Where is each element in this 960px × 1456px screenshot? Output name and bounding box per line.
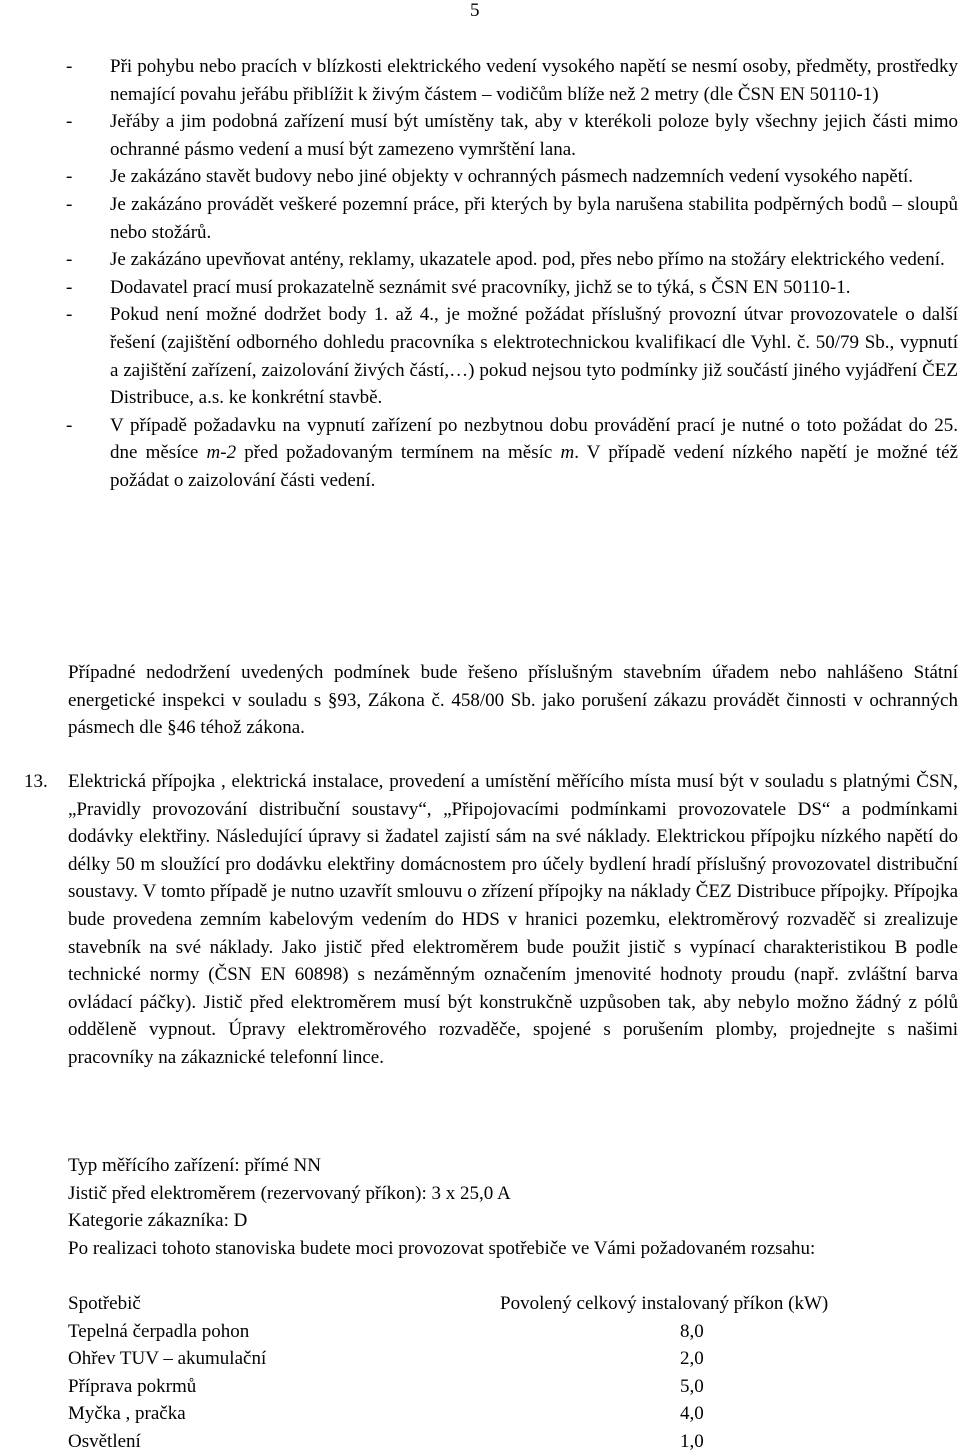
- list-item-text: Pokud není možné dodržet body 1. až 4., je možné požádat příslušný provozní útvar provozovatele o další řešení (zajištění odborného dohledu pracovníka s elektrotechnickou kvalifikací dle Vyhl. č. 50/79 Sb., vypnutí a zajištění zařízení, zaizolování živých částí,…) pokud nejsou tyto podmínky již součástí jiného vyjádření ČEZ Distribuce, a.s. ke konkrétní stavbě.: [110, 304, 958, 409]
- list-item: [66, 191, 958, 246]
- list-item-text: . V případě vedení nízkého napětí je možné též požádat o zaizolování části vedení.: [110, 442, 958, 491]
- list-item-text: Je zakázáno provádět veškeré pozemní práce, při kterých by byla narušena stabilita podpěrných bodů – sloupů nebo stožárů.: [110, 193, 958, 243]
- power-cell: 5,0: [680, 1375, 704, 1397]
- list-item: [66, 274, 958, 302]
- meter-type-line: Typ měřícího zařízení: přímé NN: [68, 1155, 321, 1176]
- appliance-cell: Ohřev TUV – akumulační: [68, 1348, 267, 1370]
- power-cell: 4,0: [680, 1403, 704, 1425]
- section-13-text: Elektrická přípojka , elektrická instalace, provedení a umístění měřícího místa musí být v souladu s platnými ČSN, „Pravidly provozování distribuční soustavy“, „Připojovacími podmínkami provozovatele DS“ a podmínkami dodávky elektřiny. Následující úpravy si žadatel zajistí sám na své náklady. Elektrickou přípojku nízkého napětí do délky 50 m sloužící pro dodávku elektřiny domácnostem pro účely bydlení hradí příslušný provozovatel distribuční soustavy. V tomto případě je nutno uzavřít smlouvu o zřízení přípojky na náklady ČEZ Distribuce přípojky. Přípojka bude provedena zemním kabelovým vedením do HDS v hranici pozemku, elektroměrový rozvaděč si zrealizuje stavebník na své náklady. Jako jistič před elektroměrem bude použit jistič s vypínací charakteristikou B podle technické normy (ČSN EN 60898) s nezáměnným označením jmenovité hodnoty proudu (např. zvláštní barva ovládací páčky). Jistič před elektroměrem musí být konstrukčně uzpůsoben tak, aby nebylo možno žádný z pólů odděleně vypnout. Úpravy elektroměrového rozvaděče, spojené s porušením plomby, projednejte s našimi pracovníky na zákaznické telefonní lince.: [68, 771, 958, 1068]
- breaker-line: Jistič před elektroměrem (rezervovaný příkon): 3 x 25,0 A: [68, 1183, 511, 1204]
- table-row: [68, 1373, 958, 1401]
- table-row: [68, 1345, 958, 1373]
- list-item: [66, 246, 958, 274]
- page-number: 5: [470, 0, 480, 21]
- column-header-power: Povolený celkový instalovaný příkon (kW): [500, 1293, 829, 1314]
- list-item-text: před požadovaným termínem na měsíc: [236, 442, 561, 464]
- section-13: [24, 768, 958, 1072]
- customer-category-line: Kategorie zákazníka: D: [68, 1210, 248, 1231]
- table-row: [68, 1318, 958, 1346]
- appliance-cell: Osvětlení: [68, 1430, 141, 1452]
- section-number: 13.: [24, 771, 48, 792]
- month-m-minus-2: m-2: [206, 442, 237, 464]
- bullet-dash: -: [66, 111, 73, 133]
- safety-rules-list: [66, 53, 958, 495]
- appliance-cell: Příprava pokrmů: [68, 1375, 197, 1397]
- appliance-power-table: [68, 1290, 958, 1456]
- list-item-text: Při pohybu nebo pracích v blízkosti elektrického vedení vysokého napětí se nesmí osoby, předměty, prostředky nemající povahu jeřábu přiblížit k živým částem – vodičům blíže než 2 metry (dle ČSN EN 50110-1): [110, 56, 958, 105]
- appliance-cell: Tepelná čerpadla pohon: [68, 1320, 250, 1342]
- appliances-intro: Po realizaci tohoto stanoviska budete moci provozovat spotřebiče ve Vámi požadovaném rozsahu:: [68, 1238, 816, 1259]
- bullet-dash: -: [66, 249, 73, 271]
- power-cell: 1,0: [680, 1430, 704, 1452]
- list-item-text: V případě požadavku na vypnutí zařízení po nezbytnou dobu provádění prací je nutné o toto požádat do 25. dne měsíce: [110, 414, 958, 464]
- list-item-text: Jeřáby a jim podobná zařízení musí být umístěny tak, aby v kterékoli poloze byly všechny jejich části mimo ochranné pásmo vedení a musí být zamezeno vymrštění lana.: [110, 111, 958, 160]
- table-row: [68, 1428, 958, 1456]
- penalty-paragraph: Případné nedodržení uvedených podmínek bude řešeno příslušným stavebním úřadem nebo nahlášeno Státní energetické inspekci v souladu s §93, Zákona č. 458/00 Sb. jako porušení zákazu provádět činnosti v ochranných pásmech dle §46 téhož zákona.: [68, 662, 958, 739]
- power-cell: 2,0: [680, 1348, 704, 1370]
- bullet-dash: -: [66, 414, 73, 436]
- bullet-dash: -: [66, 166, 73, 188]
- bullet-dash: -: [66, 276, 73, 298]
- column-header-appliance: Spotřebič: [68, 1293, 141, 1314]
- list-item: [66, 163, 958, 191]
- bullet-dash: -: [66, 304, 73, 326]
- appliance-cell: Myčka , pračka: [68, 1403, 186, 1425]
- month-m: m: [560, 442, 575, 464]
- table-row: [68, 1400, 958, 1428]
- list-item-text: Je zakázáno stavět budovy nebo jiné objekty v ochranných pásmech nadzemních vedení vysokého napětí.: [110, 166, 914, 188]
- list-item-text: Dodavatel prací musí prokazatelně seznámit své pracovníky, jichž se to týká, s ČSN EN 50110-1.: [110, 276, 851, 298]
- table-header-row: [68, 1290, 958, 1318]
- list-item: [66, 53, 958, 108]
- list-item-outage-request: [66, 412, 958, 495]
- power-cell: 8,0: [680, 1320, 704, 1342]
- list-item: [66, 301, 958, 411]
- list-item-text: Je zakázáno upevňovat antény, reklamy, ukazatele apod. pod, přes nebo přímo na stožáry elektrického vedení.: [110, 249, 945, 271]
- list-item: [66, 108, 958, 163]
- bullet-dash: -: [66, 193, 73, 215]
- bullet-dash: -: [66, 56, 73, 77]
